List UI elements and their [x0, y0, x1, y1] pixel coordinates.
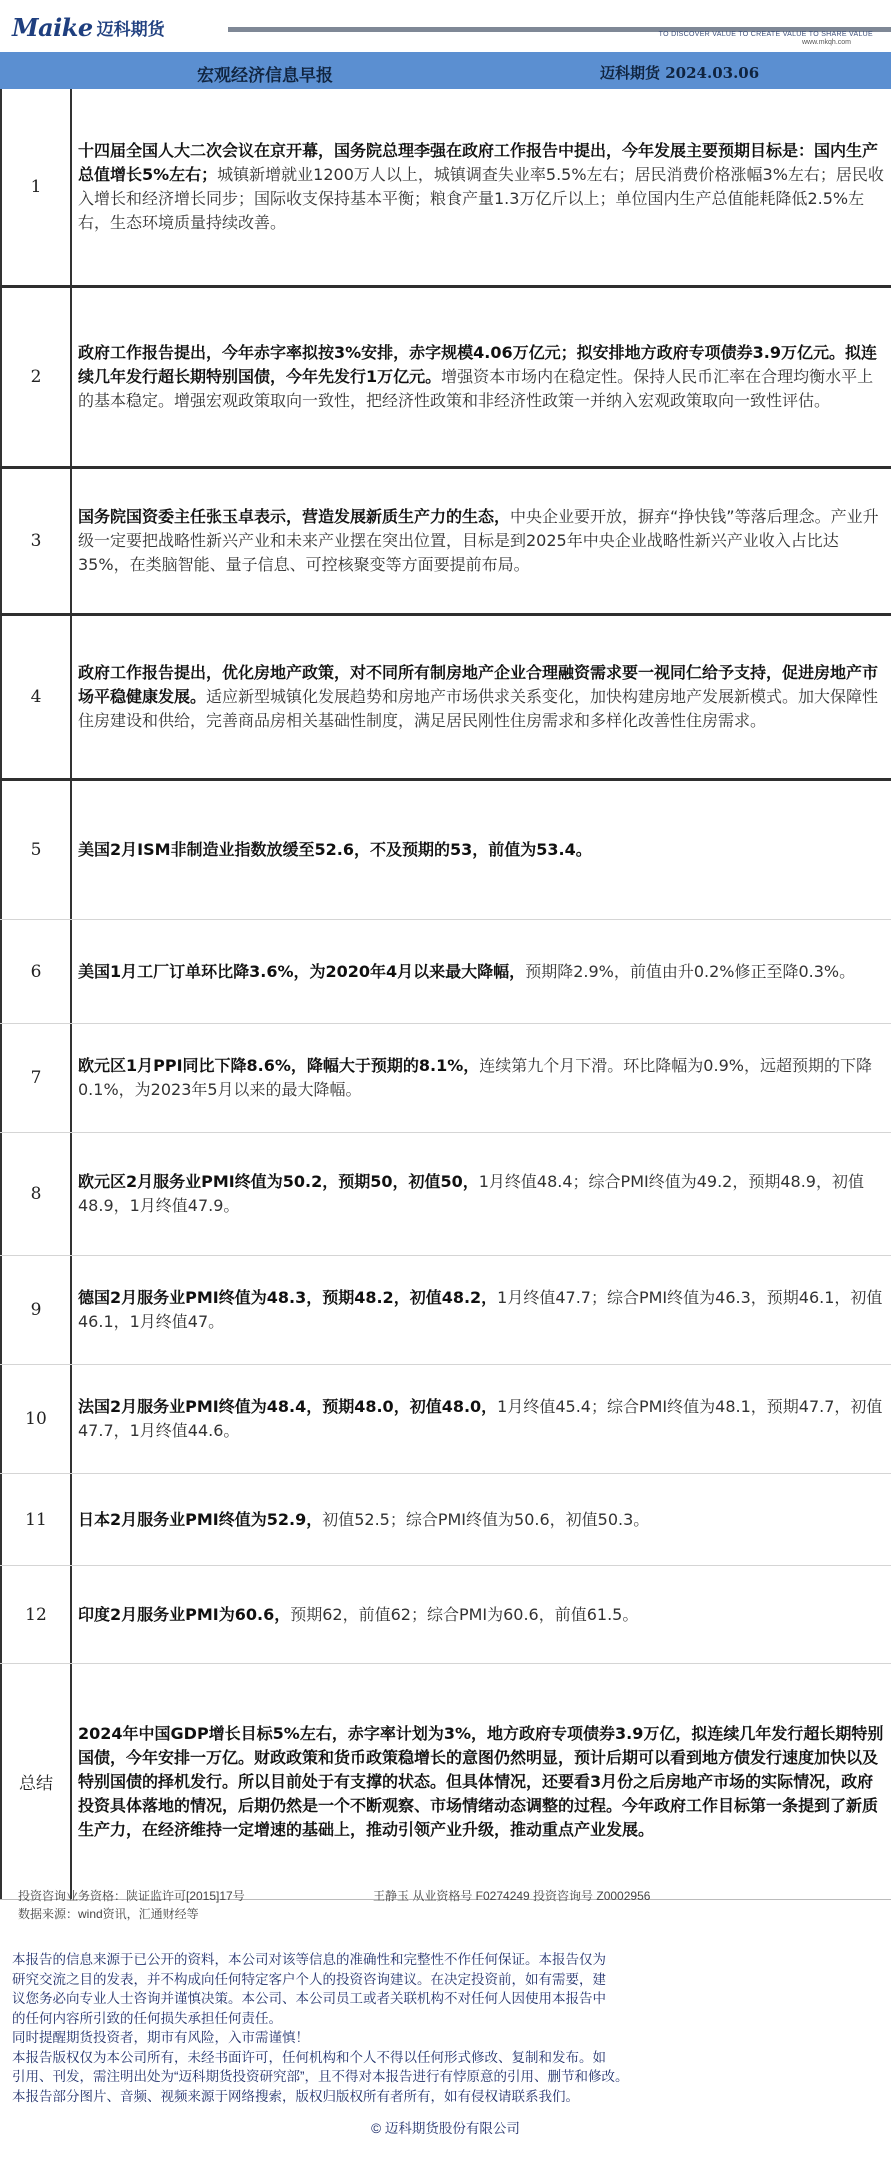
disclaimer-line: 本报告的信息来源于已公开的资料，本公司对该等信息的准确性和完整性不作任何保证。本报告仅为	[12, 1952, 606, 1967]
company-logo	[12, 14, 165, 40]
row-headline: 美国2月ISM非制造业指数放缓至52.6，不及预期的53，前值为53.4。	[78, 840, 592, 859]
disclaimer-line: 议您务必向专业人士咨询并谨慎决策。本公司、本公司员工或者关联机构不对任何人因使用本报告中	[12, 1991, 606, 2006]
license-text: 投资咨询业务资格：陕证监许可[2015]17号	[18, 1889, 245, 1903]
row-content	[72, 469, 891, 613]
row-content	[72, 1024, 891, 1132]
news-row	[0, 616, 891, 781]
row-number: 5	[0, 781, 72, 919]
row-detail: 1月终值48.4；综合PMI终值为49.2，预期48.9，初值48.9，1月终值47.9。	[78, 1172, 864, 1215]
title-bar	[0, 52, 891, 89]
qualification-block	[18, 1887, 650, 1923]
row-number: 3	[0, 469, 72, 613]
row-number: 4	[0, 616, 72, 778]
analyst-info: 王静玉 从业资格号 F0274249 投资咨询号 Z0002956	[373, 1889, 651, 1903]
row-headline: 印度2月服务业PMI为60.6，	[78, 1604, 291, 1624]
disclaimer-line: 研究交流之目的发表，并不构成向任何特定客户个人的投资咨询建议。在决定投资前，如有需要，建	[12, 1971, 606, 1987]
disclaimer-line: 引用、刊发，需注明出处为“迈科期货投资研究部”，且不得对本报告进行有悖原意的引用、删节和修改。	[12, 2069, 629, 2084]
row-detail: 1月终值47.7；综合PMI终值为46.3，预期46.1，初值46.1，1月终值47。	[78, 1288, 883, 1331]
logo-wordmark: Maike	[12, 12, 93, 42]
row-number: 8	[0, 1133, 72, 1255]
row-content	[72, 1365, 891, 1473]
summary-content	[72, 1664, 891, 1899]
copyright: © 迈科期货股份有限公司	[371, 2121, 520, 2136]
header-tagline: TO DISCOVER VALUE TO CREATE VALUE TO SHARE VALUE	[658, 31, 873, 38]
row-headline: 欧元区2月服务业PMI终值为50.2，预期50，初值50，	[78, 1172, 479, 1191]
row-number: 2	[0, 288, 72, 466]
news-row	[0, 288, 891, 469]
row-detail: 预期62，前值62；综合PMI为60.6，前值61.5。	[290, 1604, 639, 1624]
row-number: 7	[0, 1024, 72, 1132]
summary-label: 总结	[0, 1664, 72, 1899]
row-headline: 政府工作报告提出，今年赤字率拟按3%安排，赤字规模4.06万亿元；拟安排地方政府专项债券3.9万亿元。拟连续几年发行超长期特别国债，今年先发行1万亿元。	[78, 343, 877, 386]
row-detail: 中央企业要开放，摒弃“挣快钱”等落后理念。产业升级一定要把战略性新兴产业和未来产业摆在突出位置，目标是到2025年中央企业战略性新兴产业收入占比达35%，在类脑智能、量子信息、可控核聚变等方面要提前布局。	[78, 507, 879, 574]
row-headline: 欧元区1月PPI同比下降8.6%，降幅大于预期的8.1%，	[78, 1056, 480, 1075]
disclaimer-line: 本报告版权仅为本公司所有，未经书面许可，任何机构和个人不得以任何形式修改、复制和发布。如	[12, 2049, 606, 2065]
row-number: 11	[0, 1474, 72, 1565]
report-title: 宏观经济信息早报	[197, 66, 333, 86]
disclaimer	[12, 1950, 732, 2106]
row-content	[72, 1474, 891, 1565]
row-content	[72, 781, 891, 919]
news-row	[0, 781, 891, 920]
row-number: 1	[0, 89, 72, 285]
row-content	[72, 288, 891, 466]
row-content	[72, 616, 891, 778]
row-detail: 增强资本市场内在稳定性。保持人民币汇率在合理均衡水平上的基本稳定。增强宏观政策取向一致性，把经济性政策和非经济性政策一并纳入宏观政策取向一致性评估。	[78, 367, 874, 410]
news-row	[0, 1133, 891, 1256]
news-row	[0, 469, 891, 616]
summary-text: 2024年中国GDP增长目标5%左右，赤字率计划为3%，地方政府专项债券3.9万亿，拟连续几年发行超长期特别国债，今年安排一万亿。财政政策和货币政策稳增长的意图仍然明显，预计后期可以看到地方债发行速度加快以及特别国债的择机发行。所以目前处于有支撑的状态。但具体情况，还要看3月份之后房地产市场的实际情况，政府投资具体落地的情况，后期仍然是一个不断观察、市场情绪动态调整的过程。今年政府工作目标第一条提到了新质生产力，在经济维持一定增速的基础上，推动引领产业升级，推动重点产业发展。	[78, 1723, 884, 1839]
row-headline: 美国1月工厂订单环比降3.6%，为2020年4月以来最大降幅，	[78, 961, 526, 981]
row-headline: 十四届全国人大二次会议在京开幕，国务院总理李强在政府工作报告中提出，今年发展主要预期目标是：国内生产总值增长5%左右；	[78, 141, 879, 184]
report-header	[0, 0, 891, 50]
data-source: 数据来源：wind资讯，汇通财经等	[18, 1907, 199, 1921]
news-table	[0, 89, 891, 1900]
row-detail: 城镇新增就业1200万人以上，城镇调查失业率5.5%左右；居民消费价格涨幅3%左右；居民收入增长和经济增长同步；国际收支保持基本平衡；粮食产量1.3万亿斤以上；单位国内生产总值能耗降低2.5%左右，生态环境质量持续改善。	[78, 165, 884, 232]
row-detail: 初值52.5；综合PMI终值为50.6，初值50.3。	[322, 1509, 650, 1529]
news-row	[0, 1256, 891, 1365]
news-row	[0, 1365, 891, 1474]
disclaimer-line: 的任何内容所引致的任何损失承担任何责任。	[12, 2010, 282, 2026]
row-content	[72, 1133, 891, 1255]
row-number: 12	[0, 1566, 72, 1663]
news-row	[0, 1474, 891, 1566]
disclaimer-line: 本报告部分图片、音频、视频来源于网络搜索，版权归版权所有者所有，如有侵权请联系我们。	[12, 2088, 579, 2104]
row-number: 10	[0, 1365, 72, 1473]
row-content	[72, 1256, 891, 1364]
row-headline: 国务院国资委主任张玉卓表示，营造发展新质生产力的生态，	[78, 507, 511, 526]
disclaimer-line: 同时提醒期货投资者，期市有风险，入市需谨慎！	[12, 2030, 309, 2045]
news-row	[0, 89, 891, 288]
row-headline: 德国2月服务业PMI终值为48.3，预期48.2，初值48.2，	[78, 1288, 498, 1307]
row-headline: 法国2月服务业PMI终值为48.4，预期48.0，初值48.0，	[78, 1397, 498, 1416]
news-row	[0, 920, 891, 1024]
row-detail: 适应新型城镇化发展趋势和房地产市场供求关系变化，加快构建房地产发展新模式。加大保障性住房建设和供给，完善商品房相关基础性制度，满足居民刚性住房需求和多样化改善性住房需求。	[78, 687, 879, 730]
row-number: 9	[0, 1256, 72, 1364]
row-detail: 连续第九个月下滑。环比降幅为0.9%，远超预期的下降0.1%，为2023年5月以来的最大降幅。	[78, 1056, 872, 1099]
row-detail: 1月终值45.4；综合PMI终值为48.1，预期47.7，初值47.7，1月终值44.6。	[78, 1397, 883, 1440]
row-headline: 日本2月服务业PMI终值为52.9，	[78, 1509, 323, 1529]
news-row	[0, 1566, 891, 1664]
news-row	[0, 1024, 891, 1133]
row-content	[72, 1566, 891, 1663]
logo-chinese-name: 迈科期货	[96, 19, 165, 40]
row-detail: 预期降2.9%，前值由升0.2%修正至降0.3%。	[525, 961, 856, 981]
row-content	[72, 89, 891, 285]
row-content	[72, 920, 891, 1023]
row-headline: 政府工作报告提出，优化房地产政策，对不同所有制房地产企业合理融资需求要一视同仁给予支持，促进房地产市场平稳健康发展。	[78, 663, 879, 706]
summary-row	[0, 1664, 891, 1900]
header-website: www.mkqh.com	[801, 39, 851, 46]
report-date: 迈科期货 2024.03.06	[600, 64, 760, 82]
row-number: 6	[0, 920, 72, 1023]
